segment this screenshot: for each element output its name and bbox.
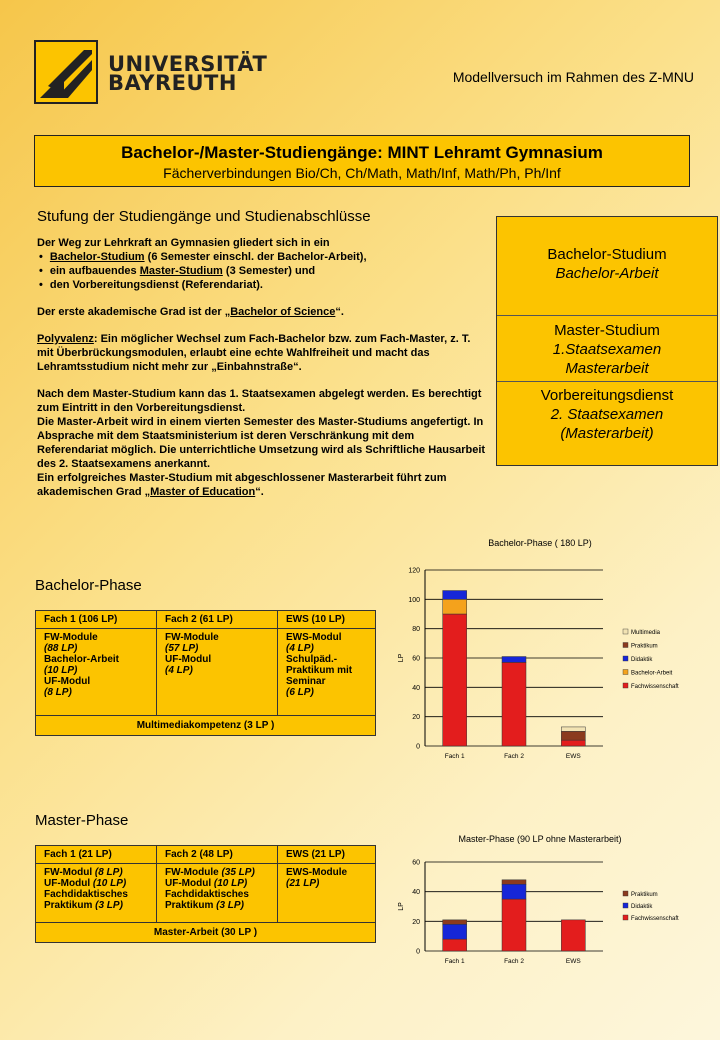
table-cell: EWS-Module (21 LP) <box>278 864 376 923</box>
page-title: Bachelor-/Master-Studiengänge: MINT Lehramt Gymnasium <box>121 143 603 162</box>
bar-segment <box>443 614 467 746</box>
masterarbeit-paragraph: Die Master-Arbeit wird in einem vierten Semester des Master-Studiums angefertigt. In Absprache mit dem Staatsministerium ist deren Verschränkung mit dem Referendariat möglich. Die unterrichtliche Umsetzung wird als Schriftliche Hausarbeit des 2. Staatsexamens anerkannt. <box>37 416 486 470</box>
bar-segment <box>502 657 526 663</box>
bar-segment <box>561 731 585 740</box>
page-subtitle: Fächerverbindungen Bio/Ch, Ch/Math, Math/Inf, Math/Ph, Ph/Inf <box>163 165 561 181</box>
y-axis-label: LP <box>398 653 405 663</box>
program-label: Modellversuch im Rahmen des Z-MNU <box>452 69 694 85</box>
bachelor-heading: Bachelor-Phase <box>35 577 142 594</box>
legend-label: Fachwissenschaft <box>631 684 679 690</box>
y-axis-label: LP <box>398 902 405 911</box>
title-box <box>34 135 690 187</box>
legend-label: Fachwissenschaft <box>631 916 679 922</box>
bar-segment <box>561 727 585 731</box>
y-tick-label: 0 <box>416 948 420 956</box>
legend-swatch <box>623 656 628 661</box>
stage-referendariat: Vorbereitungsdienst 2. Staatsexamen (Masterarbeit) <box>540 387 674 442</box>
polyvalenz-paragraph: Polyvalenz: Ein möglicher Wechsel zum Fach-Bachelor bzw. zum Fach-Master, z. T. mit Überbrückungsmodulen, erlaubt eine echte Wahlfreiheit und macht das Lehramtsstudium nicht mehr zur „Einbahnstraße“. <box>37 333 471 373</box>
table-cell: FW-Module (57 LP) UF-Modul (4 LP) <box>157 629 278 716</box>
stage-bachelor: Bachelor-Studium Bachelor-Arbeit <box>547 246 667 282</box>
list-item: • den Vorbereitungsdienst (Referendariat). <box>37 278 487 292</box>
table-footer: Multimediakompetenz (3 LP ) <box>36 716 376 736</box>
education-paragraph: Ein erfolgreiches Master-Studium mit abgeschlossener Masterarbeit führt zum akademischen Grad „Master of Education“. <box>37 472 447 498</box>
table-header: Fach 1 (106 LP) <box>36 611 157 629</box>
legend-label: Bachelor-Arbeit <box>631 670 673 677</box>
logo-line-2: BAYREUTH <box>108 71 237 95</box>
y-tick-label: 0 <box>416 743 420 751</box>
y-tick-label: 20 <box>412 714 420 722</box>
university-logo <box>34 40 98 104</box>
x-tick-label: EWS <box>565 753 581 760</box>
chart-title: Bachelor-Phase ( 180 LP) <box>488 538 592 548</box>
y-tick-label: 40 <box>412 889 420 897</box>
table-header: Fach 2 (48 LP) <box>157 846 278 864</box>
table-cell: FW-Module (35 LP) UF-Modul (10 LP) Fachdidaktisches Praktikum (3 LP) <box>157 864 278 923</box>
table-cell: FW-Module (88 LP) Bachelor-Arbeit (10 LP) UF-Modul (8 LP) <box>36 629 157 716</box>
bachelor-chart <box>385 530 715 770</box>
legend-swatch <box>623 891 628 896</box>
x-tick-label: Fach 2 <box>504 958 524 965</box>
table-header: Fach 1 (21 LP) <box>36 846 157 864</box>
x-tick-label: EWS <box>565 958 581 965</box>
legend-swatch <box>623 670 628 675</box>
table-cell: EWS-Modul (4 LP) Schulpäd.- Praktikum mit Seminar (6 LP) <box>278 629 376 716</box>
university-name <box>108 52 268 95</box>
master-heading: Master-Phase <box>35 812 129 829</box>
bar-segment <box>443 599 467 614</box>
bachelor-table <box>35 610 376 736</box>
x-tick-label: Fach 1 <box>444 753 465 760</box>
table-cell: FW-Modul (8 LP) UF-Modul (10 LP) Fachdidaktisches Praktikum (3 LP) <box>36 864 157 923</box>
legend-swatch <box>623 629 628 634</box>
table-row <box>36 846 376 864</box>
bar-segment <box>443 939 467 951</box>
legend-label: Multimedia <box>631 630 661 636</box>
y-tick-label: 120 <box>408 567 420 575</box>
x-tick-label: Fach 1 <box>444 958 465 965</box>
study-stages <box>496 216 718 466</box>
legend-label: Praktikum <box>631 892 658 898</box>
legend-label: Praktikum <box>631 643 658 650</box>
y-tick-label: 80 <box>412 626 420 634</box>
legend-swatch <box>623 683 628 688</box>
section-heading: Stufung der Studiengänge und Studienabschlüsse <box>37 208 371 225</box>
legend-swatch <box>623 643 628 648</box>
bar-segment <box>502 880 526 884</box>
x-tick-label: Fach 2 <box>504 753 524 760</box>
legend-swatch <box>623 915 628 920</box>
intro-lead: Der Weg zur Lehrkraft an Gymnasien gliedert sich in ein <box>37 237 330 249</box>
y-tick-label: 60 <box>412 859 420 867</box>
divider <box>497 381 717 382</box>
table-row <box>36 611 376 629</box>
table-footer: Master-Arbeit (30 LP ) <box>36 923 376 943</box>
y-tick-label: 40 <box>412 684 420 692</box>
y-tick-label: 20 <box>412 918 420 926</box>
bar-segment <box>502 884 526 899</box>
degree-paragraph: Der erste akademische Grad ist der „Bachelor of Science“. <box>37 306 344 318</box>
bar-segment <box>443 920 467 924</box>
bar-segment <box>443 591 467 600</box>
bar-segment <box>561 920 585 951</box>
legend-swatch <box>623 903 628 908</box>
bar-segment <box>502 899 526 951</box>
staatsexamen-paragraph: Nach dem Master-Studium kann das 1. Staatsexamen abgelegt werden. Es berechtigt zum Eintritt in den Vorbereitungsdienst. <box>37 388 482 414</box>
table-header: EWS (21 LP) <box>278 846 376 864</box>
legend-label: Didaktik <box>631 904 653 910</box>
table-header: Fach 2 (61 LP) <box>157 611 278 629</box>
master-chart <box>385 826 715 976</box>
master-table <box>35 845 376 943</box>
bar-segment <box>502 662 526 746</box>
table-row <box>36 923 376 943</box>
list-item: • ein aufbauendes Master-Studium (3 Semester) und <box>37 264 487 278</box>
intro-list <box>37 250 487 292</box>
stage-master: Master-Studium 1.Staatsexamen Masterarbeit <box>552 322 662 377</box>
table-row <box>36 864 376 923</box>
divider <box>497 315 717 316</box>
list-item: • Bachelor-Studium (6 Semester einschl. der Bachelor-Arbeit), <box>37 250 487 264</box>
bar-segment <box>561 740 585 746</box>
chart-title: Master-Phase (90 LP ohne Masterarbeit) <box>458 834 622 844</box>
bar-segment <box>443 924 467 939</box>
table-row <box>36 716 376 736</box>
intro-text <box>37 236 487 512</box>
legend-label: Didaktik <box>631 657 653 663</box>
y-tick-label: 100 <box>408 596 420 604</box>
y-tick-label: 60 <box>412 655 420 663</box>
logo-line-1: UNIVERSITÄT <box>108 52 268 76</box>
table-row <box>36 629 376 716</box>
table-header: EWS (10 LP) <box>278 611 376 629</box>
